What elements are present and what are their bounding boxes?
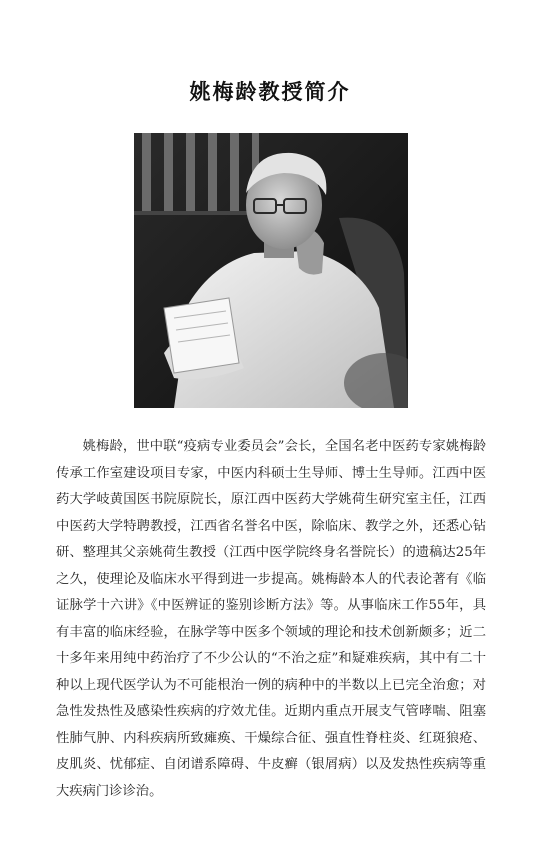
page-title: 姚梅龄教授简介 (189, 80, 351, 105)
biography-paragraph: 姚梅龄，世中联“疫病专业委员会”会长，全国名老中医药专家姚梅龄传承工作室建设项目专家，中医内科硕士生导师、博士生导师。江西中医药大学岐黄国医书院原院长，原江西中医药大学姚荷生研究室主任，江西中医药大学特聘教授，江西省名誉名中医，除临床、教学之外，还悉心钻研、整理其父亲姚荷生教授（江西中医学院终身名誉院长）的遗稿达25年之久，使理论及临床水平得到进一步提高。姚梅龄本人的代表论著有《临证脉学十六讲》《中医辨证的鉴别诊断方法》等。从事临床工作55年，具有丰富的临床经验，在脉学等中医多个领域的理论和技术创新颇多；近二十多年来用纯中药治疗了不少公认的“不治之症”和疑难疾病，其中有二十种以上现代医学认为不可能根治一例的病种中的半数以上已完全治愈；对急性发热性及感染性疾病的疗效尤佳。近期内重点开展支气管哮喘、阻塞性肺气肿、内科疾病所致瘫痪、干燥综合征、强直性脊柱炎、红斑狼疮、皮肌炎、忧郁症、自闭谱系障碍、牛皮癣（银屑病）以及发热性疾病等重大疾病门诊诊治。 (56, 439, 486, 799)
portrait-photo (134, 133, 408, 408)
